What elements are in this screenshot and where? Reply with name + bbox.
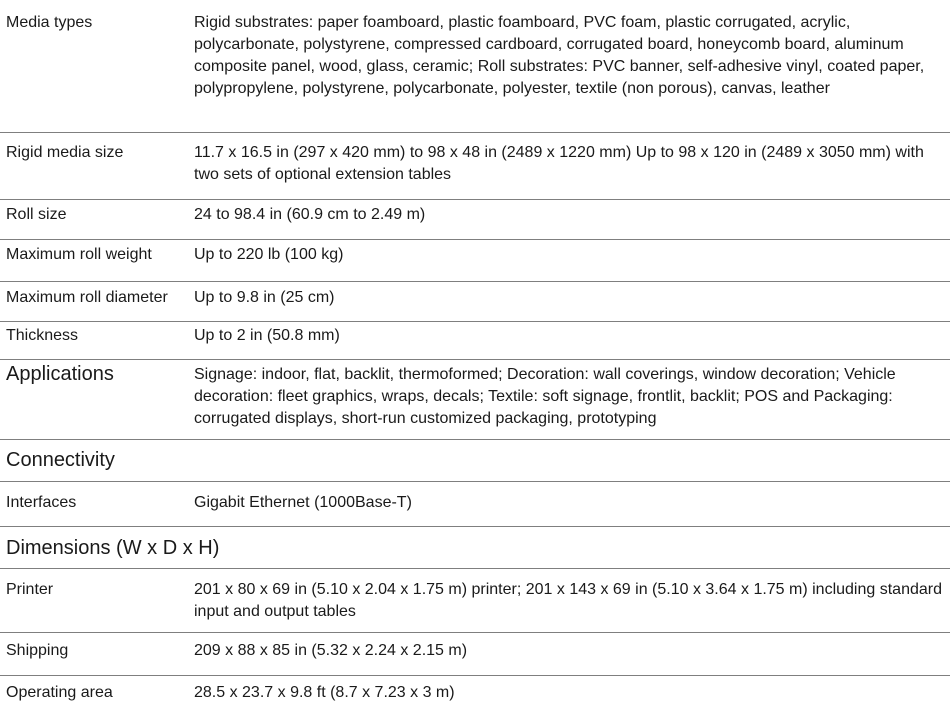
- row-value: 28.5 x 23.7 x 9.8 ft (8.7 x 7.23 x 3 m): [194, 684, 455, 701]
- row-label: Operating area: [6, 684, 113, 701]
- table-row-printer: [0, 569, 950, 633]
- table-row-operating-area: [0, 676, 950, 708]
- row-value: 209 x 88 x 85 in (5.32 x 2.24 x 2.15 m): [194, 642, 468, 659]
- table-row-interfaces: [0, 482, 950, 527]
- table-row-applications: [0, 360, 950, 440]
- row-label: Thickness: [6, 327, 79, 344]
- table-row-rigid-media-size: [0, 133, 950, 200]
- row-value: Rigid substrates: paper foamboard, plastic foamboard, PVC foam, plastic corrugated, acrylic, polycarbonate, polystyrene, compressed cardboard, corrugated board, honeycomb board, aluminum composite panel, wood, glass, ceramic; Roll substrates: PVC banner, self-adhesive vinyl, coated paper, polypropylene, polystyrene, polycarbonate, polyester, textile (non porous), canvas, leather: [194, 14, 925, 97]
- row-value: Up to 2 in (50.8 mm): [194, 327, 340, 344]
- row-label: Media types: [6, 14, 93, 31]
- row-value: Up to 9.8 in (25 cm): [194, 289, 335, 306]
- section-header-connectivity: [0, 440, 950, 482]
- row-value: 201 x 80 x 69 in (5.10 x 2.04 x 1.75 m) printer; 201 x 143 x 69 in (5.10 x 3.64 x 1.75 m) including standard input and output tables: [194, 581, 942, 620]
- row-label: Maximum roll diameter: [6, 289, 168, 306]
- table-row-media-types: [0, 0, 950, 133]
- row-label: Printer: [6, 581, 54, 598]
- row-value: Signage: indoor, flat, backlit, thermoformed; Decoration: wall coverings, window decoration; Vehicle decoration: fleet graphics, wraps, decals; Textile: soft signage, frontlit, backlit; POS and Packaging: corrugated displays, short-run customized packaging, prototyping: [194, 366, 896, 427]
- section-title-dimensions: Dimensions (W x D x H): [6, 537, 220, 559]
- table-row-shipping: [0, 633, 950, 676]
- row-label: Maximum roll weight: [6, 246, 152, 263]
- row-label: Shipping: [6, 642, 69, 659]
- section-title-connectivity: Connectivity: [6, 449, 115, 471]
- table-row-thickness: [0, 322, 950, 360]
- row-value: 24 to 98.4 in (60.9 cm to 2.49 m): [194, 206, 426, 223]
- row-value: Gigabit Ethernet (1000Base-T): [194, 494, 412, 511]
- table-row-roll-size: [0, 200, 950, 240]
- row-value: 11.7 x 16.5 in (297 x 420 mm) to 98 x 48 in (2489 x 1220 mm) Up to 98 x 120 in (2489 x 3050 mm) with two sets of optional extension tables: [194, 144, 924, 183]
- row-value: Up to 220 lb (100 kg): [194, 246, 344, 263]
- section-header-dimensions: [0, 527, 950, 569]
- section-title-applications: Applications: [6, 363, 114, 385]
- row-label: Interfaces: [6, 494, 77, 511]
- table-row-max-roll-weight: [0, 240, 950, 282]
- table-row-max-roll-diameter: [0, 282, 950, 322]
- row-label: Roll size: [6, 206, 67, 223]
- row-label: Rigid media size: [6, 144, 124, 161]
